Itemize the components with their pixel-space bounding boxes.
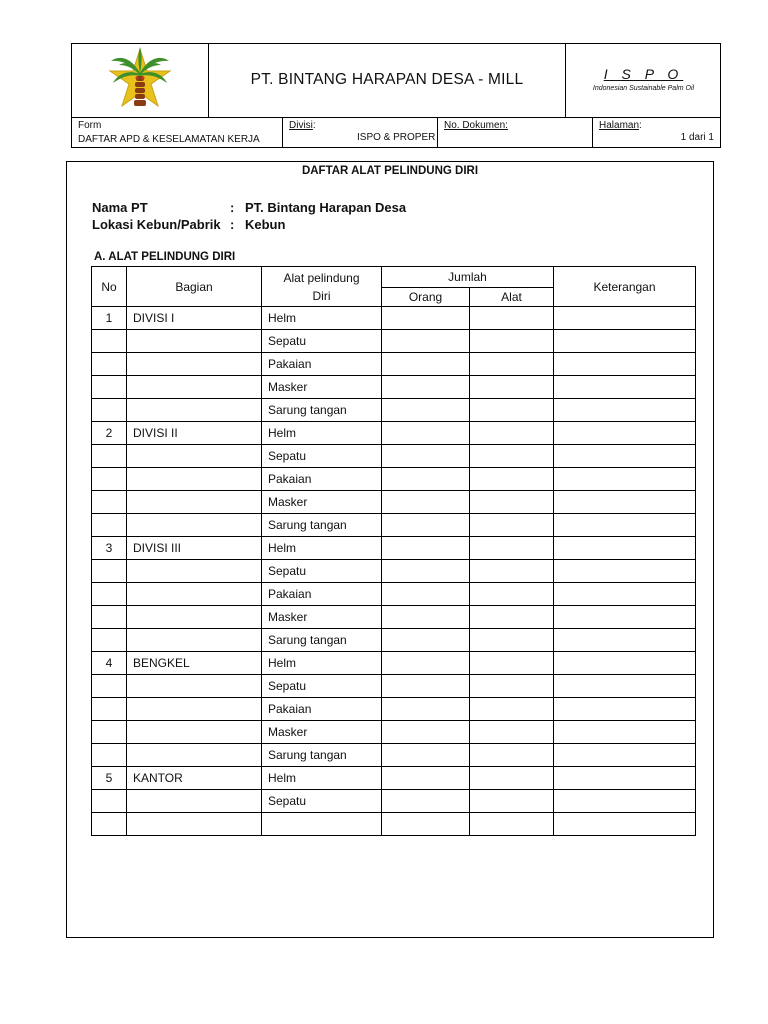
- cell-apd: Pakaian: [262, 468, 382, 491]
- logo-cell: [71, 43, 209, 117]
- cell-apd: Helm: [262, 307, 382, 330]
- cell-alat: [470, 307, 554, 330]
- cell-apd: Sepatu: [262, 675, 382, 698]
- cell-orang: [382, 422, 470, 445]
- cell-keterangan: [554, 790, 696, 813]
- table-row: [92, 560, 696, 583]
- cell-keterangan: [554, 330, 696, 353]
- nama-pt-value: PT. Bintang Harapan Desa: [245, 200, 407, 215]
- cell-orang: [382, 652, 470, 675]
- table-row: [92, 767, 696, 790]
- cell-keterangan: [554, 307, 696, 330]
- cell-orang: [382, 491, 470, 514]
- cell-keterangan: [554, 629, 696, 652]
- table-row: [92, 629, 696, 652]
- cell-apd: Masker: [262, 721, 382, 744]
- divisi-label: Divisi: [289, 120, 313, 131]
- cell-alat: [470, 583, 554, 606]
- cell-alat: [470, 698, 554, 721]
- ispo-title: I S P O: [603, 66, 684, 82]
- cell-keterangan: [554, 376, 696, 399]
- cell-no: 4: [92, 652, 127, 675]
- cell-no: 5: [92, 767, 127, 790]
- cell-no: [92, 675, 127, 698]
- cell-keterangan: [554, 399, 696, 422]
- cell-no: [92, 629, 127, 652]
- cell-alat: [470, 537, 554, 560]
- table-row: [92, 721, 696, 744]
- cell-alat: [470, 629, 554, 652]
- cell-apd: Helm: [262, 537, 382, 560]
- cell-alat: [470, 813, 554, 836]
- col-header-alat: Alat: [470, 288, 554, 307]
- cell-apd: Helm: [262, 652, 382, 675]
- nama-pt-label: Nama PT: [92, 200, 148, 215]
- cell-alat: [470, 353, 554, 376]
- table-row: [92, 491, 696, 514]
- cell-keterangan: [554, 675, 696, 698]
- cell-keterangan: [554, 422, 696, 445]
- table-row: [92, 468, 696, 491]
- ispo-cell: [566, 43, 721, 117]
- cell-bagian: [127, 813, 262, 836]
- cell-alat: [470, 376, 554, 399]
- col-header-alat-pelindung: [262, 267, 382, 307]
- table-row: [92, 445, 696, 468]
- header-info-row: [71, 117, 721, 148]
- cell-alat: [470, 491, 554, 514]
- cell-apd: Sepatu: [262, 330, 382, 353]
- cell-no: [92, 468, 127, 491]
- cell-bagian: [127, 583, 262, 606]
- cell-no: [92, 445, 127, 468]
- cell-apd: Sepatu: [262, 560, 382, 583]
- cell-no: 3: [92, 537, 127, 560]
- cell-bagian: [127, 330, 262, 353]
- cell-bagian: [127, 560, 262, 583]
- col-header-keterangan: Keterangan: [554, 267, 696, 307]
- cell-apd: Masker: [262, 376, 382, 399]
- cell-apd: Sarung tangan: [262, 399, 382, 422]
- cell-alat: [470, 445, 554, 468]
- cell-apd: Sarung tangan: [262, 514, 382, 537]
- divider: [592, 118, 593, 148]
- cell-no: 1: [92, 307, 127, 330]
- lokasi-colon: :: [230, 217, 235, 232]
- cell-orang: [382, 353, 470, 376]
- cell-no: [92, 721, 127, 744]
- cell-apd: Sarung tangan: [262, 629, 382, 652]
- cell-alat: [470, 560, 554, 583]
- cell-alat: [470, 606, 554, 629]
- cell-orang: [382, 698, 470, 721]
- table-body: [92, 307, 696, 836]
- table-row: [92, 583, 696, 606]
- cell-orang: [382, 790, 470, 813]
- cell-no: [92, 744, 127, 767]
- cell-no: [92, 376, 127, 399]
- cell-orang: [382, 468, 470, 491]
- company-title: PT. BINTANG HARAPAN DESA - MILL: [209, 43, 566, 117]
- cell-keterangan: [554, 583, 696, 606]
- document-title: DAFTAR ALAT PELINDUNG DIRI: [301, 165, 479, 177]
- cell-orang: [382, 514, 470, 537]
- cell-alat: [470, 399, 554, 422]
- cell-apd: [262, 813, 382, 836]
- cell-no: [92, 353, 127, 376]
- cell-keterangan: [554, 491, 696, 514]
- cell-alat: [470, 767, 554, 790]
- cell-orang: [382, 376, 470, 399]
- cell-apd: Helm: [262, 767, 382, 790]
- section-title: A. ALAT PELINDUNG DIRI: [94, 251, 236, 263]
- cell-orang: [382, 675, 470, 698]
- cell-no: [92, 399, 127, 422]
- cell-apd: Pakaian: [262, 353, 382, 376]
- cell-bagian: [127, 606, 262, 629]
- divider: [282, 118, 283, 148]
- cell-alat: [470, 652, 554, 675]
- cell-no: [92, 560, 127, 583]
- cell-keterangan: [554, 721, 696, 744]
- halaman-label: Halaman: [599, 120, 640, 131]
- cell-keterangan: [554, 514, 696, 537]
- cell-no: [92, 491, 127, 514]
- palm-tree-star-logo: [71, 43, 209, 117]
- cell-bagian: [127, 491, 262, 514]
- cell-bagian: [127, 675, 262, 698]
- col-header-jumlah: Jumlah: [382, 267, 554, 288]
- cell-orang: [382, 813, 470, 836]
- table-row: [92, 537, 696, 560]
- cell-orang: [382, 744, 470, 767]
- table-row: [92, 376, 696, 399]
- cell-bagian: [127, 698, 262, 721]
- cell-apd: Helm: [262, 422, 382, 445]
- lokasi-label: Lokasi Kebun/Pabrik: [92, 217, 221, 232]
- table-row: [92, 813, 696, 836]
- form-label: Form: [78, 120, 102, 131]
- divider: [437, 118, 438, 148]
- cell-keterangan: [554, 353, 696, 376]
- cell-alat: [470, 675, 554, 698]
- cell-no: [92, 330, 127, 353]
- cell-apd: Sarung tangan: [262, 744, 382, 767]
- cell-orang: [382, 330, 470, 353]
- cell-bagian: [127, 353, 262, 376]
- cell-bagian: [127, 744, 262, 767]
- cell-alat: [470, 514, 554, 537]
- cell-no: [92, 583, 127, 606]
- cell-bagian: [127, 468, 262, 491]
- cell-keterangan: [554, 813, 696, 836]
- table-row: [92, 422, 696, 445]
- apd-table: [91, 266, 695, 836]
- table-row: [92, 307, 696, 330]
- dokumen-label: No. Dokumen:: [444, 120, 508, 131]
- cell-bagian: [127, 721, 262, 744]
- col-header-no: No: [92, 267, 127, 307]
- cell-orang: [382, 721, 470, 744]
- cell-orang: [382, 767, 470, 790]
- cell-orang: [382, 307, 470, 330]
- table-row: [92, 606, 696, 629]
- table-row: [92, 744, 696, 767]
- cell-bagian: DIVISI II: [127, 422, 262, 445]
- cell-bagian: DIVISI III: [127, 537, 262, 560]
- cell-apd: Masker: [262, 606, 382, 629]
- halaman-label-group: [599, 120, 642, 131]
- cell-no: [92, 606, 127, 629]
- col-header-alat-line2: Diri: [312, 288, 331, 303]
- cell-bagian: DIVISI I: [127, 307, 262, 330]
- cell-keterangan: [554, 652, 696, 675]
- table-row: [92, 790, 696, 813]
- cell-no: [92, 514, 127, 537]
- ispo-subtitle: Indonesian Sustainable Palm Oil: [592, 85, 695, 92]
- cell-bagian: [127, 514, 262, 537]
- cell-orang: [382, 399, 470, 422]
- cell-keterangan: [554, 560, 696, 583]
- cell-alat: [470, 790, 554, 813]
- cell-orang: [382, 445, 470, 468]
- divisi-colon: :: [312, 120, 316, 131]
- cell-alat: [470, 721, 554, 744]
- divisi-label-group: [289, 120, 316, 131]
- cell-keterangan: [554, 468, 696, 491]
- cell-apd: Sepatu: [262, 790, 382, 813]
- cell-no: [92, 790, 127, 813]
- cell-bagian: KANTOR: [127, 767, 262, 790]
- cell-bagian: [127, 376, 262, 399]
- cell-apd: Pakaian: [262, 698, 382, 721]
- cell-keterangan: [554, 445, 696, 468]
- cell-orang: [382, 537, 470, 560]
- table-row: [92, 698, 696, 721]
- table-row: [92, 514, 696, 537]
- cell-bagian: [127, 399, 262, 422]
- table-row: [92, 330, 696, 353]
- cell-keterangan: [554, 537, 696, 560]
- cell-no: [92, 698, 127, 721]
- cell-orang: [382, 606, 470, 629]
- nama-pt-colon: :: [230, 200, 235, 215]
- lokasi-value: Kebun: [245, 217, 286, 232]
- col-header-orang: Orang: [382, 288, 470, 307]
- table-row: [92, 675, 696, 698]
- cell-keterangan: [554, 698, 696, 721]
- table-row: [92, 353, 696, 376]
- cell-orang: [382, 583, 470, 606]
- halaman-value: 1 dari 1: [680, 132, 714, 143]
- table-row: [92, 652, 696, 675]
- cell-bagian: [127, 629, 262, 652]
- cell-alat: [470, 468, 554, 491]
- table-row: [92, 399, 696, 422]
- form-value: DAFTAR APD & KESELAMATAN KERJA: [78, 134, 260, 145]
- cell-no: 2: [92, 422, 127, 445]
- cell-apd: Sepatu: [262, 445, 382, 468]
- cell-orang: [382, 560, 470, 583]
- cell-alat: [470, 330, 554, 353]
- halaman-colon: :: [639, 120, 642, 131]
- cell-bagian: BENGKEL: [127, 652, 262, 675]
- cell-apd: Masker: [262, 491, 382, 514]
- cell-apd: Pakaian: [262, 583, 382, 606]
- cell-orang: [382, 629, 470, 652]
- col-header-bagian: Bagian: [127, 267, 262, 307]
- cell-alat: [470, 744, 554, 767]
- cell-keterangan: [554, 767, 696, 790]
- cell-keterangan: [554, 744, 696, 767]
- cell-bagian: [127, 790, 262, 813]
- cell-keterangan: [554, 606, 696, 629]
- col-header-alat-line1: Alat pelindung: [283, 270, 360, 285]
- cell-no: [92, 813, 127, 836]
- cell-bagian: [127, 445, 262, 468]
- cell-alat: [470, 422, 554, 445]
- divisi-value: ISPO & PROPER: [357, 132, 436, 143]
